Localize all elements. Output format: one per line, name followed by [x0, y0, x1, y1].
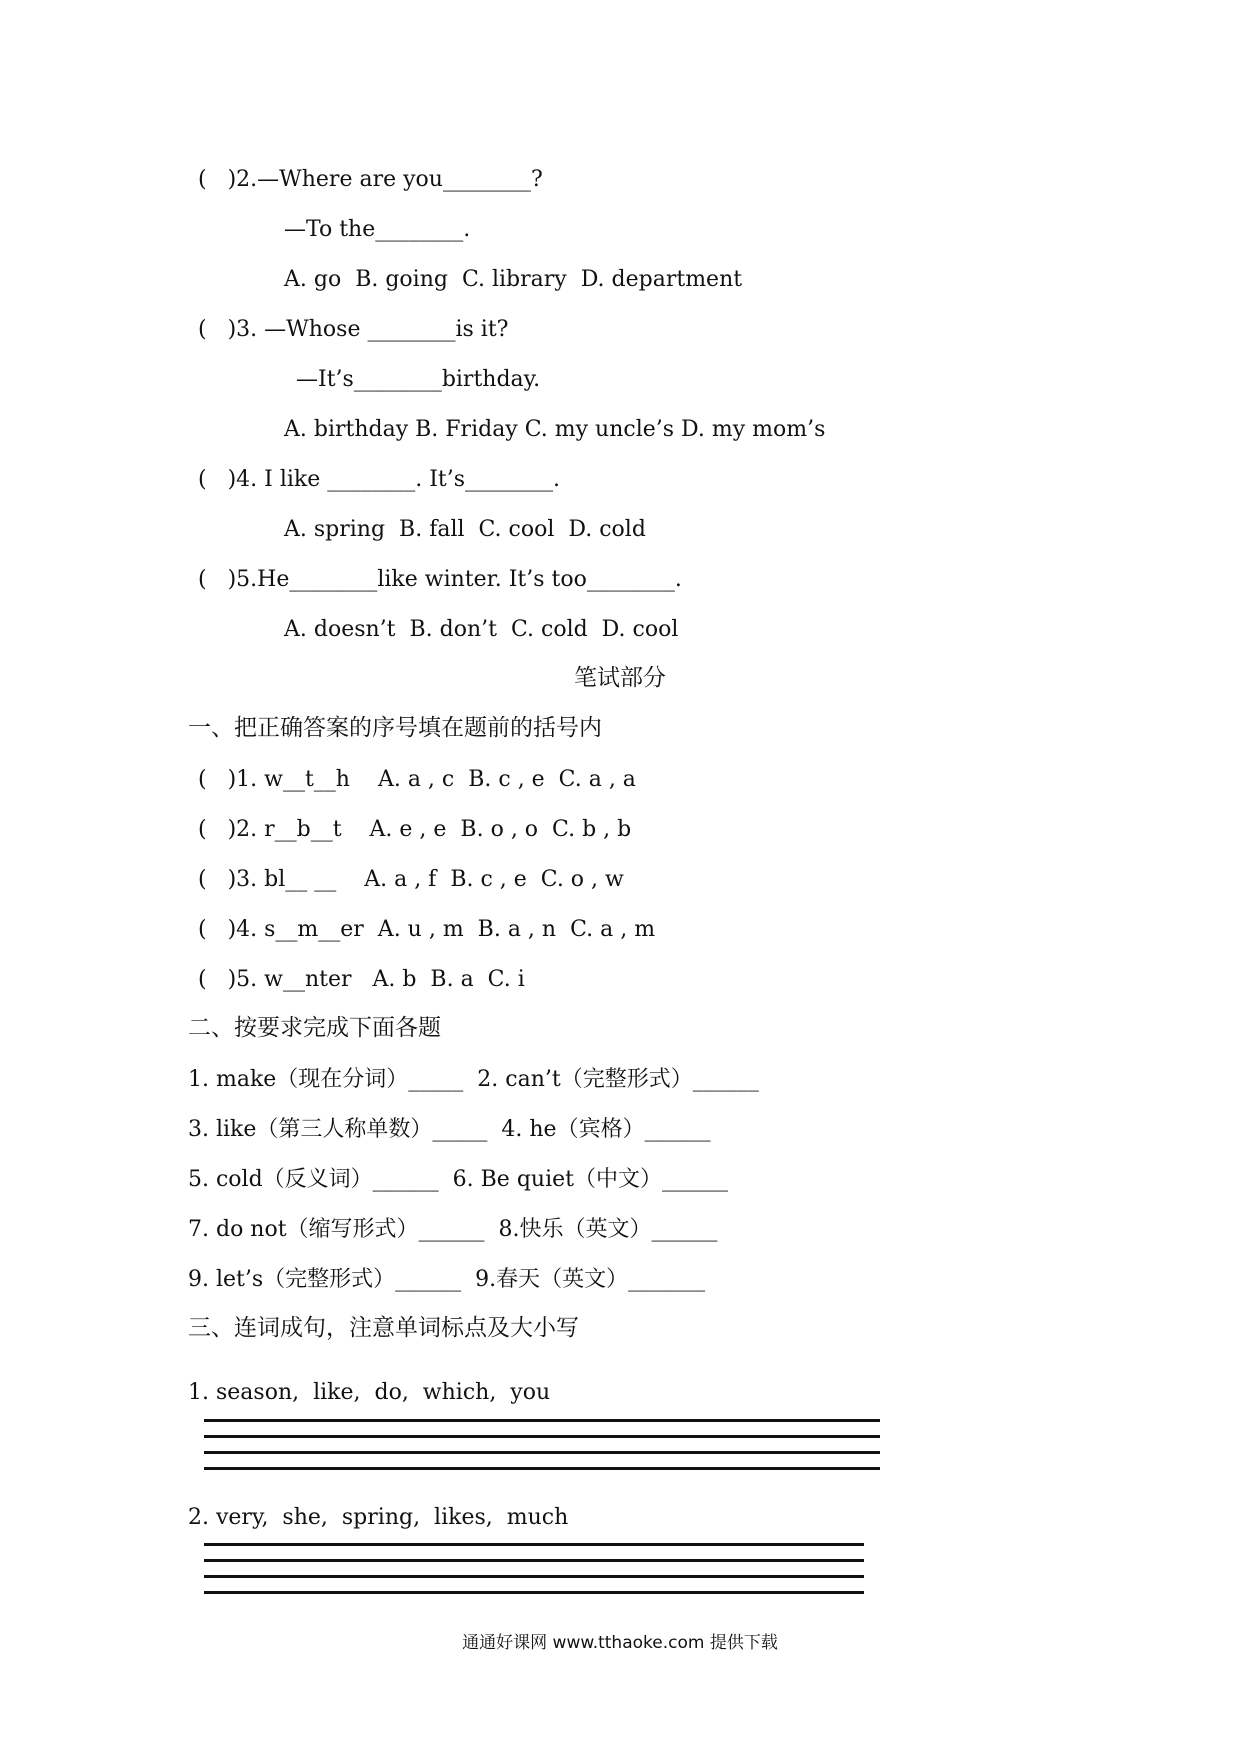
- section-3-title: 三、连词成句，注意单词标点及大小写: [188, 1315, 579, 1341]
- section-2-row: 3. like（第三人称单数）_____ 4. he（宾格）______: [188, 1117, 711, 1142]
- writing-line: [204, 1435, 880, 1438]
- section-1-item: ( )2. r__b__t A. e , e B. o , o C. b , b: [198, 817, 632, 842]
- question-2-answer-line: —To the________.: [284, 217, 471, 242]
- question-3-answer-line: —It’s________birthday.: [296, 367, 541, 392]
- section-1-item: ( )5. w__nter A. b B. a C. i: [198, 967, 525, 992]
- question-3-options: A. birthday B. Friday C. my uncle’s D. my mom’s: [284, 417, 826, 442]
- section-3-question-1: 1. season, like, do, which, you: [188, 1380, 551, 1405]
- question-5-stem: ( )5.He________like winter. It’s too________.: [198, 567, 682, 592]
- section-2-row: 7. do not（缩写形式）______ 8.快乐（英文）______: [188, 1217, 718, 1242]
- footer-source: 通通好课网 www.tthaoke.com 提供下载: [462, 1633, 778, 1653]
- section-1-item: ( )4. s__m__er A. u , m B. a , n C. a , m: [198, 917, 656, 942]
- written-part-title: 笔试部分: [574, 665, 666, 691]
- question-2-options: A. go B. going C. library D. department: [284, 267, 743, 292]
- section-2-title: 二、按要求完成下面各题: [188, 1015, 441, 1041]
- question-5-options: A. doesn’t B. don’t C. cold D. cool: [284, 617, 679, 642]
- writing-line: [204, 1451, 880, 1454]
- question-2-stem: ( )2.—Where are you________?: [198, 167, 543, 192]
- question-4-stem: ( )4. I like ________. It’s________.: [198, 467, 561, 492]
- writing-line: [204, 1575, 864, 1578]
- writing-line: [204, 1559, 864, 1562]
- section-1-item: ( )1. w__t__h A. a , c B. c , e C. a , a: [198, 767, 636, 792]
- section-2-row: 5. cold（反义词）______ 6. Be quiet（中文）______: [188, 1167, 728, 1192]
- writing-line: [204, 1543, 864, 1546]
- section-2-row: 1. make（现在分词）_____ 2. can’t（完整形式）______: [188, 1067, 759, 1092]
- question-3-stem: ( )3. —Whose ________is it?: [198, 317, 509, 342]
- writing-line: [204, 1419, 880, 1422]
- section-2-row: 9. let’s（完整形式）______ 9.春天（英文）_______: [188, 1267, 706, 1292]
- writing-line: [204, 1467, 880, 1470]
- section-3-question-2: 2. very, she, spring, likes, much: [188, 1505, 569, 1530]
- section-1-item: ( )3. bl__ __ A. a , f B. c , e C. o , w: [198, 867, 624, 892]
- section-1-title: 一、把正确答案的序号填在题前的括号内: [188, 715, 602, 741]
- question-4-options: A. spring B. fall C. cool D. cold: [284, 517, 646, 542]
- writing-line: [204, 1591, 864, 1594]
